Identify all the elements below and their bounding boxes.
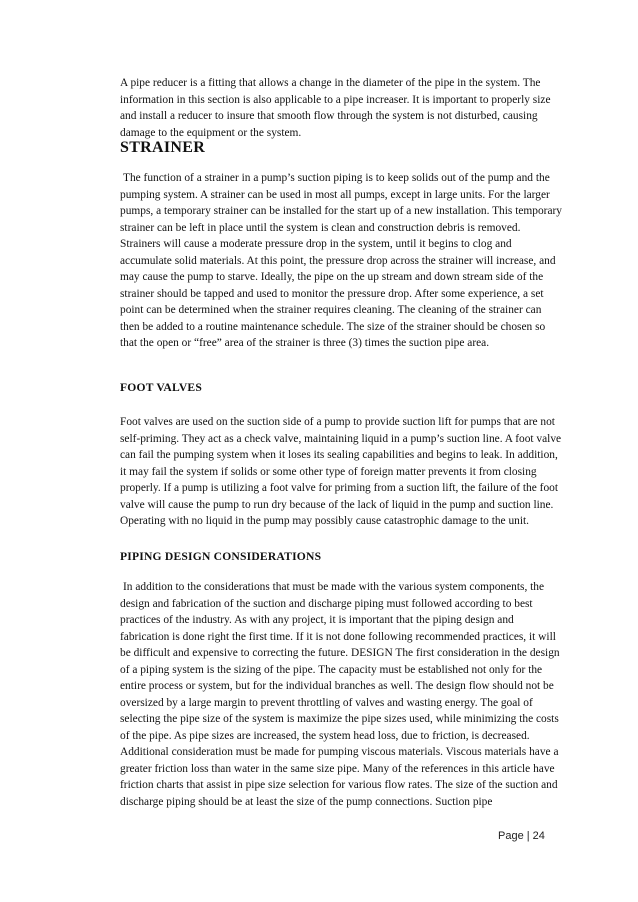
piping-design-paragraph: In addition to the considerations that must be made with the various system components, the design and fabrication of the suction and discharge piping must followed according to best practices of the industry. As with any project, it is important that the piping design and fabrication is done right the first time. If it is not done following recommended practices, it will be difficult and expensive to correcting the future. DESIGN The first consideration in the design of a piping system is the sizing of the pipe. The capacity must be established not only for the entire process or system, but for the individual branches as well. The design flow should not be oversized by a large margin to prevent throttling of valves and wasting energy. The goal of selecting the pipe size of the system is maximize the pipe sizes used, while minimizing the costs of the pipe. As pipe sizes are increased, the system head loss, due to friction, is decreased. Additional consideration must be made for pumping viscous materials. Viscous materials have a greater friction loss than water in the same size pipe. Many of the references in this article have friction charts that assist in pipe size selection for various flow rates. The size of the suction and discharge piping should be at least the size of the pump connections. Suction pipe (120, 581, 560, 808)
intro-paragraph: A pipe reducer is a fitting that allows a change in the diameter of the pipe in the system. The information in this section is also applicable to a pipe increaser. It is important to properly size and install a reducer to insure that smooth flow through the system is not disturbed, causing damage to the equipment or the system. (120, 77, 551, 139)
heading-strainer: STRAINER (120, 139, 206, 156)
foot-valves-paragraph: Foot valves are used on the suction side of a pump to provide suction lift for pumps that are not self-priming. They act as a check valve, maintaining liquid in a pump’s suction line. A foot valve can fail the pumping system when it loses its sealing capabilities and begins to leak. In addition, it may fail the system if solids or some other type of foreign matter prevents it from closing properly. If a pump is utilizing a foot valve for priming from a suction lift, the failure of the foot valve will cause the pump to run dry because of the lack of liquid in the pump and suction line. Operating with no liquid in the pump may possibly cause catastrophic damage to the unit. (120, 416, 562, 527)
heading-foot-valves: FOOT VALVES (120, 381, 203, 394)
page-number: Page | 24 (498, 830, 545, 842)
heading-piping-design: PIPING DESIGN CONSIDERATIONS (120, 550, 322, 563)
strainer-paragraph: The function of a strainer in a pump’s suction piping is to keep solids out of the pump and the pumping system. A strainer can be used in most all pumps, except in large units. For the larger pumps, a temporary strainer can be installed for the start up of a new installation. This temporary strainer can be left in place until the system is clean and construction debris is removed. Strainers will cause a moderate pressure drop in the system, until it begins to clog and accumulate solid materials. At this point, the pressure drop across the strainer will increase, and may cause the pump to starve. Ideally, the pipe on the up stream and down stream side of the strainer should be tapped and used to monitor the pressure drop. After some experience, a set point can be determined when the strainer requires cleaning. The cleaning of the strainer can then be added to a routine maintenance schedule. The size of the strainer should be chosen so that the open or “free” area of the strainer is three (3) times the suction pipe area. (120, 172, 562, 349)
